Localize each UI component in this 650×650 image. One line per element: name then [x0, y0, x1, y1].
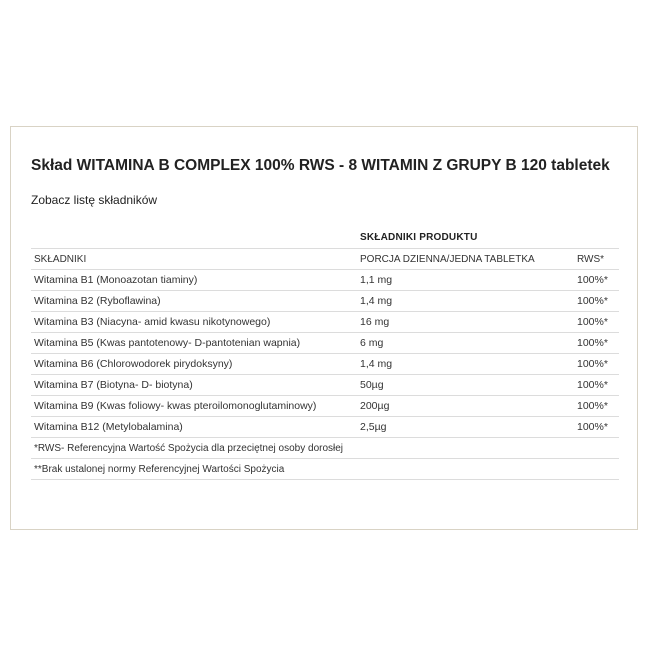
- ingredient-rws: 100%*: [577, 379, 608, 391]
- ingredient-amount: 1,1 mg: [360, 274, 393, 286]
- table-row: [31, 354, 619, 375]
- page-title: Skład WITAMINA B COMPLEX 100% RWS - 8 WITAMIN Z GRUPY B 120 tabletek: [31, 157, 610, 174]
- table-row: [31, 270, 619, 291]
- table-row: [31, 333, 619, 354]
- ingredient-rws: 100%*: [577, 295, 608, 307]
- footnote-rws: *RWS- Referencyjna Wartość Spożycia dla przeciętnej osoby dorosłej: [31, 438, 619, 459]
- ingredient-amount: 1,4 mg: [360, 358, 393, 370]
- column-header-ingredient: SKŁADNIKI: [34, 253, 87, 265]
- ingredient-amount: 2,5µg: [360, 421, 387, 433]
- table-row: [31, 417, 619, 438]
- ingredient-name: Witamina B1 (Monoazotan tiaminy): [34, 274, 198, 286]
- ingredients-table: [31, 248, 619, 480]
- composition-panel: [10, 126, 638, 530]
- footnote-no-norm: **Brak ustalonej normy Referencyjnej Wartości Spożycia: [31, 459, 619, 480]
- ingredient-rws: 100%*: [577, 337, 608, 349]
- ingredient-amount: 1,4 mg: [360, 295, 393, 307]
- table-header-row: [31, 249, 619, 270]
- table-row: [31, 291, 619, 312]
- ingredient-name: Witamina B7 (Biotyna- D- biotyna): [34, 379, 193, 391]
- ingredient-rws: 100%*: [577, 400, 608, 412]
- ingredient-amount: 200µg: [360, 400, 390, 412]
- ingredient-amount: 6 mg: [360, 337, 384, 349]
- ingredients-list-link[interactable]: Zobacz listę składników: [31, 193, 158, 207]
- ingredient-amount: 16 mg: [360, 316, 390, 328]
- ingredient-rws: 100%*: [577, 316, 608, 328]
- column-header-daily-portion: PORCJA DZIENNA/JEDNA TABLETKA: [360, 253, 535, 265]
- ingredient-name: Witamina B9 (Kwas foliowy- kwas pteroilomonoglutaminowy): [34, 400, 317, 412]
- ingredient-name: Witamina B6 (Chlorowodorek pirydoksyny): [34, 358, 233, 370]
- table-row: [31, 312, 619, 333]
- ingredient-name: Witamina B3 (Niacyna- amid kwasu nikotynowego): [34, 316, 271, 328]
- column-header-rws: RWS*: [577, 253, 605, 265]
- table-row: [31, 375, 619, 396]
- table-row: [31, 396, 619, 417]
- ingredient-name: Witamina B2 (Ryboflawina): [34, 295, 161, 307]
- ingredient-amount: 50µg: [360, 379, 384, 391]
- ingredient-rws: 100%*: [577, 274, 608, 286]
- ingredient-name: Witamina B12 (Metylobalamina): [34, 421, 183, 433]
- ingredient-rws: 100%*: [577, 421, 608, 433]
- table-group-header: SKŁADNIKI PRODUKTU: [360, 232, 478, 243]
- ingredient-name: Witamina B5 (Kwas pantotenowy- D-pantotenian wapnia): [34, 337, 301, 349]
- ingredient-rws: 100%*: [577, 358, 608, 370]
